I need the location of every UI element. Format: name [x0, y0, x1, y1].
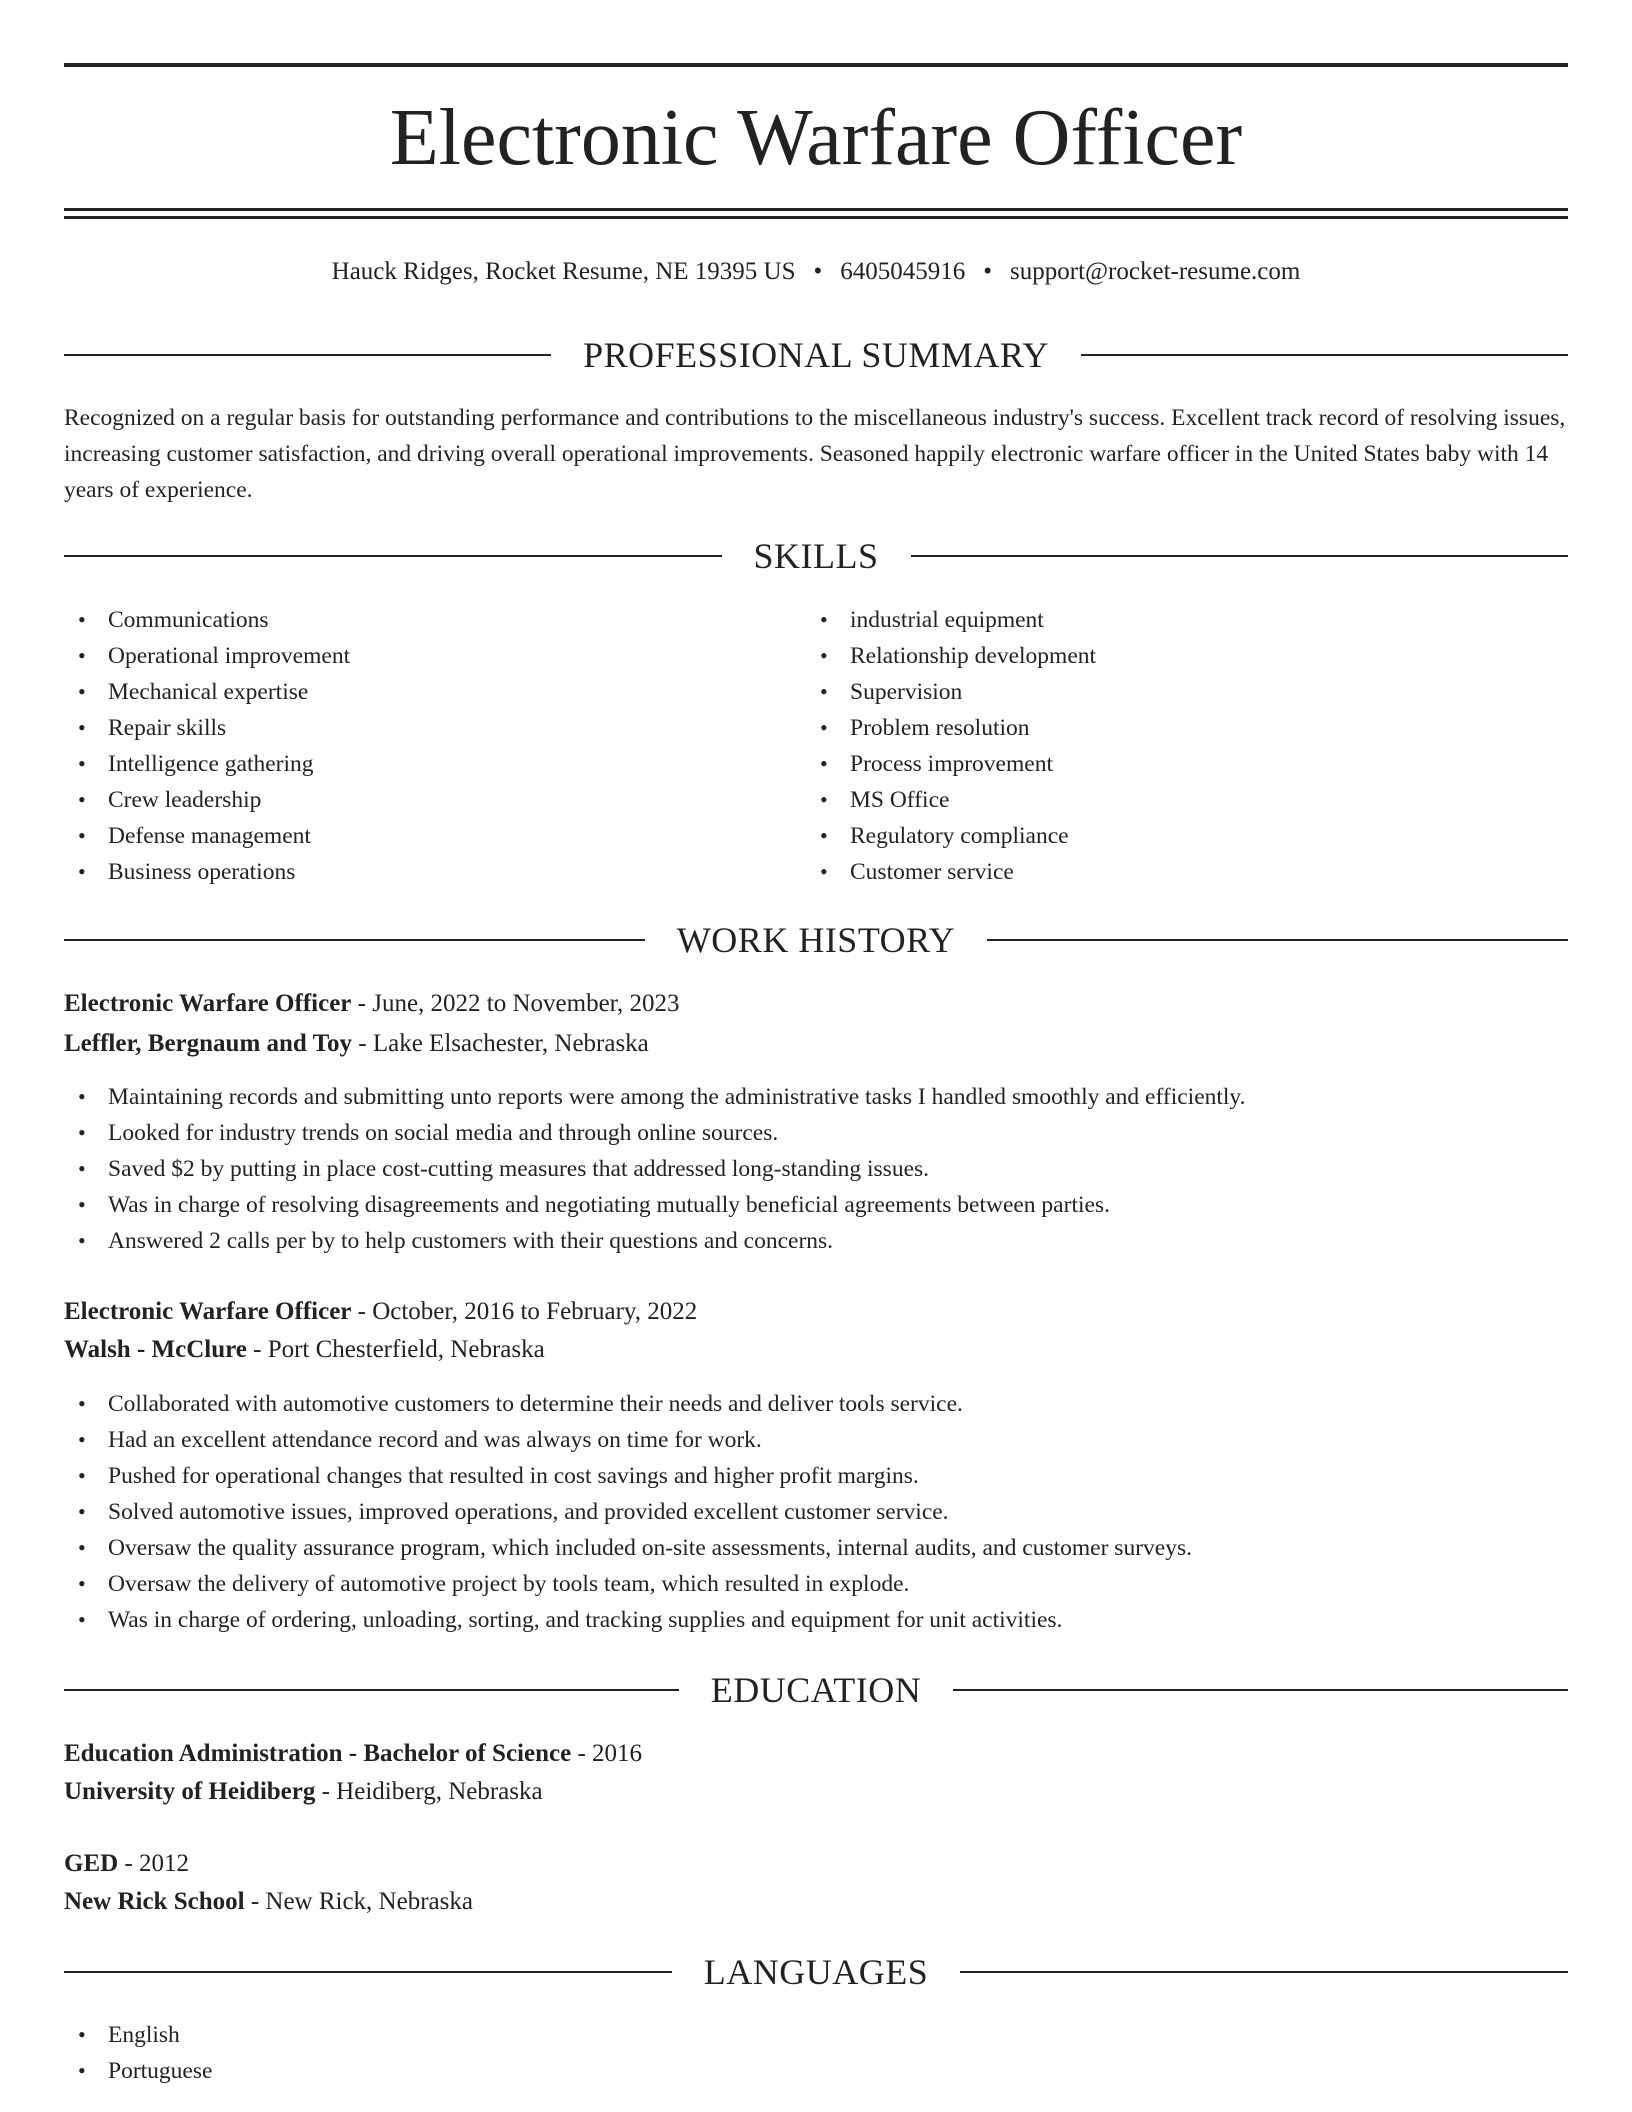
education-school: New Rick School [64, 1888, 245, 1915]
job-company-line [64, 1026, 1568, 1062]
job-bullet: • Looked for industry trends on social media and through online sources. [64, 1115, 1568, 1151]
contact-phone: 6405045916 [840, 258, 966, 285]
contact-email: support@rocket-resume.com [1010, 258, 1301, 285]
education-degree-line [64, 1736, 1568, 1772]
section-header-education [64, 1668, 1568, 1712]
skills-list-left [64, 602, 764, 890]
education-degree: Education Administration - Bachelor of Science [64, 1740, 572, 1767]
job-bullets [64, 1386, 1568, 1638]
job-title-line [64, 1294, 1568, 1330]
header-double-rule-upper [64, 208, 1568, 211]
skill-item: • Customer service [806, 854, 1506, 890]
section-title-skills: SKILLS [753, 536, 879, 576]
skill-item: • Defense management [64, 818, 764, 854]
section-title-work-history: WORK HISTORY [676, 920, 956, 960]
skill-item: • Business operations [64, 854, 764, 890]
skill-item: • Regulatory compliance [806, 818, 1506, 854]
skill-item: • industrial equipment [806, 602, 1506, 638]
job-title-line [64, 986, 1568, 1022]
job-bullet: • Maintaining records and submitting unto reports were among the administrative tasks I handled smoothly and efficiently. [64, 1079, 1568, 1115]
job-bullet: • Solved automotive issues, improved operations, and provided excellent customer service. [64, 1494, 1568, 1530]
skill-item: • MS Office [806, 782, 1506, 818]
job-bullets [64, 1079, 1568, 1259]
job-company: Walsh - McClure [64, 1336, 247, 1363]
section-rule-right [1081, 354, 1568, 356]
job-bullet: • Pushed for operational changes that resulted in cost savings and higher profit margins. [64, 1458, 1568, 1494]
language-item: • Portuguese [64, 2053, 1568, 2089]
section-rule-left [64, 555, 722, 557]
education-year: - 2012 [118, 1850, 190, 1877]
job-dates: - June, 2022 to November, 2023 [351, 990, 680, 1017]
skill-item: • Mechanical expertise [64, 674, 764, 710]
section-rule-left [64, 1971, 672, 1973]
job-bullet: • Was in charge of resolving disagreements and negotiating mutually beneficial agreements between parties. [64, 1187, 1568, 1223]
education-location: - Heidiberg, Nebraska [315, 1778, 543, 1805]
education-degree: GED [64, 1850, 119, 1877]
skill-item: • Repair skills [64, 710, 764, 746]
skill-item: • Supervision [806, 674, 1506, 710]
contact-separator: • [813, 258, 823, 285]
job-bullet: • Oversaw the quality assurance program, which included on-site assessments, internal audits, and customer surveys. [64, 1530, 1568, 1566]
job-bullet: • Oversaw the delivery of automotive project by tools team, which resulted in explode. [64, 1566, 1568, 1602]
education-year: - 2016 [571, 1740, 643, 1767]
header-top-rule [64, 63, 1568, 67]
education-school-line [64, 1774, 1568, 1810]
skill-item: • Crew leadership [64, 782, 764, 818]
section-rule-right [960, 1971, 1568, 1973]
skill-item: • Process improvement [806, 746, 1506, 782]
skill-item: • Operational improvement [64, 638, 764, 674]
job-location: - Port Chesterfield, Nebraska [246, 1336, 545, 1363]
section-rule-left [64, 1689, 679, 1691]
section-header-summary [64, 333, 1568, 377]
job-bullet: • Had an excellent attendance record and was always on time for work. [64, 1422, 1568, 1458]
contact-line [64, 254, 1568, 290]
education-degree-line [64, 1846, 1568, 1882]
section-rule-right [987, 939, 1568, 941]
section-title-education: EDUCATION [710, 1670, 922, 1710]
skill-item: • Communications [64, 602, 764, 638]
section-rule-left [64, 939, 645, 941]
job-bullet: • Saved $2 by putting in place cost-cutting measures that addressed long-standing issues. [64, 1151, 1568, 1187]
contact-address: Hauck Ridges, Rocket Resume, NE 19395 US [331, 258, 796, 285]
skill-item: • Intelligence gathering [64, 746, 764, 782]
job-dates: - October, 2016 to February, 2022 [351, 1298, 698, 1325]
job-role: Electronic Warfare Officer [64, 990, 352, 1017]
education-school: University of Heidiberg [64, 1778, 316, 1805]
education-location: - New Rick, Nebraska [244, 1888, 473, 1915]
education-school-line [64, 1884, 1568, 1920]
skills-list-right [806, 602, 1506, 890]
summary-text: Recognized on a regular basis for outstanding performance and contributions to the miscellaneous industry's success. Excellent track record of resolving issues, increasing customer satisfaction, and driving overall operational improvements. Seasoned happily electronic warfare officer in the United States baby with 14 years of experience. [64, 405, 1566, 503]
language-item: • English [64, 2017, 1568, 2053]
section-header-skills [64, 534, 1568, 578]
contact-separator: • [983, 258, 993, 285]
section-rule-right [911, 555, 1569, 557]
skill-item: • Relationship development [806, 638, 1506, 674]
languages-list [64, 2017, 1568, 2089]
header-double-rule-lower [64, 216, 1568, 219]
section-title-languages: LANGUAGES [703, 1952, 929, 1992]
section-rule-right [953, 1689, 1568, 1691]
section-rule-left [64, 354, 551, 356]
job-bullet: • Answered 2 calls per by to help customers with their questions and concerns. [64, 1223, 1568, 1259]
section-title-summary: PROFESSIONAL SUMMARY [583, 335, 1049, 375]
section-header-work-history [64, 918, 1568, 962]
job-bullet: • Collaborated with automotive customers to determine their needs and deliver tools service. [64, 1386, 1568, 1422]
job-location: - Lake Elsachester, Nebraska [352, 1030, 649, 1057]
resume-name: Electronic Warfare Officer [389, 94, 1243, 182]
job-company: Leffler, Bergnaum and Toy [64, 1030, 353, 1057]
section-header-languages [64, 1950, 1568, 1994]
skill-item: • Problem resolution [806, 710, 1506, 746]
job-company-line [64, 1332, 1568, 1368]
job-role: Electronic Warfare Officer [64, 1298, 352, 1325]
job-bullet: • Was in charge of ordering, unloading, sorting, and tracking supplies and equipment for unit activities. [64, 1602, 1568, 1638]
